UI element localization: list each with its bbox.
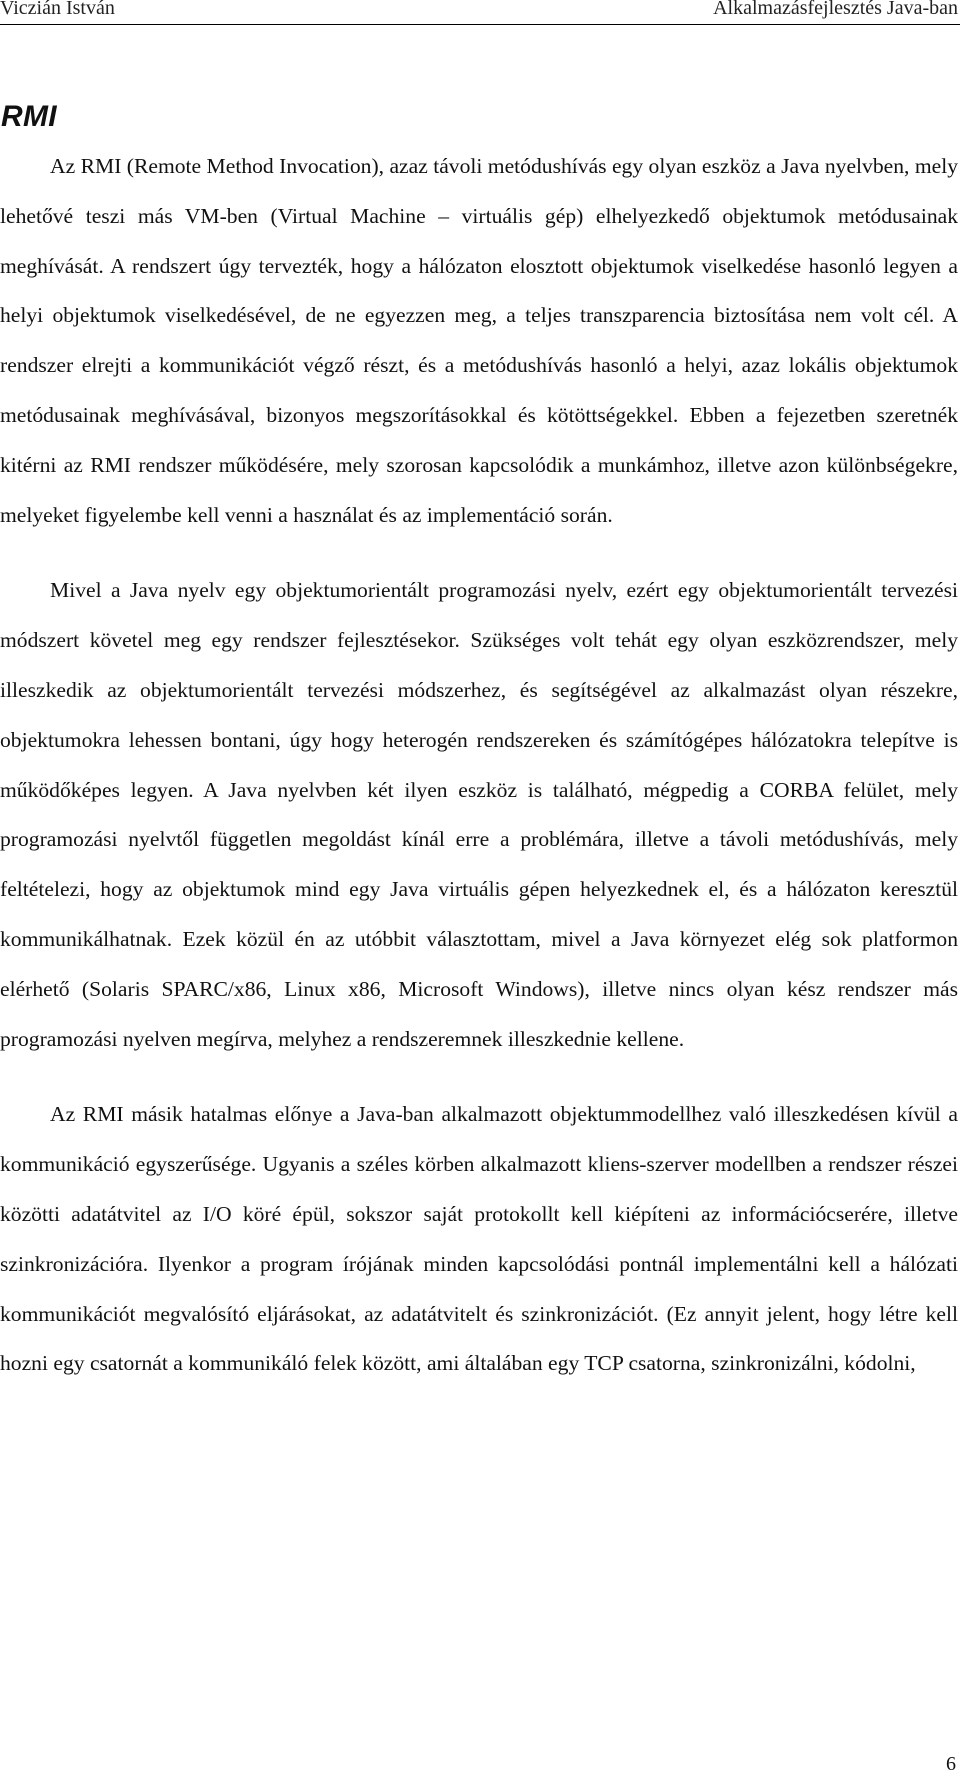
section-title: RMI [1,100,57,133]
paragraph-3: Az RMI másik hatalmas előnye a Java-ban alkalmazott objektummodellhez való illeszkedésen kívül a kommunikáció egyszerűsége. Ugyanis a széles körben alkalmazott kliens-szerver modellben a rendszer részei közötti adatátvitel az I/O köré épül, sokszor saját protokollt kell kiépíteni az információcserére, illetve szinkronizációra. Ilyenkor a program írójának minden kapcsolódási pontnál implementálni kell a hálózati kommunikációt megvalósító eljárásokat, az adatátvitelt és szinkronizációt. (Ez annyit jelent, hogy létre kell hozni egy csatornát a kommunikáló felek között, ami általában egy TCP csatorna, szinkronizálni, kódolni, [0,1102,958,1376]
header-course-title: Alkalmazásfejlesztés Java-ban [713,0,958,19]
page-header [0,0,960,25]
paragraph-2: Mivel a Java nyelv egy objektumorientált programozási nyelv, ezért egy objektumorientált tervezési módszert követel meg egy rendszer fejlesztésekor. Szükséges volt tehát egy olyan eszközrendszer, mely illeszkedik az objektumorientált tervezési módszerhez, és segítségével az alkalmazást olyan részekre, objektumokra lehessen bontani, úgy hogy heterogén rendszereken és számítógépes hálózatokra telepítve is működőképes legyen. A Java nyelvben két ilyen eszköz is található, mégpedig a CORBA felület, mely programozási nyelvtől független megoldást kínál erre a problémára, illetve a távoli metódushívás, mely feltételezi, hogy az objektumok mind egy Java virtuális gépen helyezkednek el, és a hálózaton keresztül kommunikálhatnak. Ezek közül én az utóbbit választottam, mivel a Java környezet elég sok platformon elérhető (Solaris SPARC/x86, Linux x86, Microsoft Windows), illetve nincs olyan kész rendszer más programozási nyelven megírva, melyhez a rendszeremnek illeszkednie kellene. [0,578,958,1051]
paragraph-1: Az RMI (Remote Method Invocation), azaz távoli metódushívás egy olyan eszköz a Java nyelvben, mely lehetővé teszi más VM-ben (Virtual Machine – virtuális gép) elhelyezkedő objektumok metódusainak meghívását. A rendszert úgy tervezték, hogy a hálózaton elosztott objektumok viselkedése hasonló legyen a helyi objektumok viselkedésével, de ne egyezzen meg, a teljes transzparencia biztosítása nem volt cél. A rendszer elrejti a kommunikációt végző részt, és a metódushívás hasonló a helyi, azaz lokális objektumok metódusainak meghívásával, bizonyos megszorításokkal és kötöttségekkel. Ebben a fejezetben szeretnék kitérni az RMI rendszer működésére, mely szorosan kapcsolódik a munkámhoz, illetve azon különbségekre, melyeket figyelembe kell venni a használat és az implementáció során. [0,154,958,527]
section-body [0,142,958,1389]
header-author: Viczián István [0,0,115,19]
page-number: 6 [946,1753,956,1775]
